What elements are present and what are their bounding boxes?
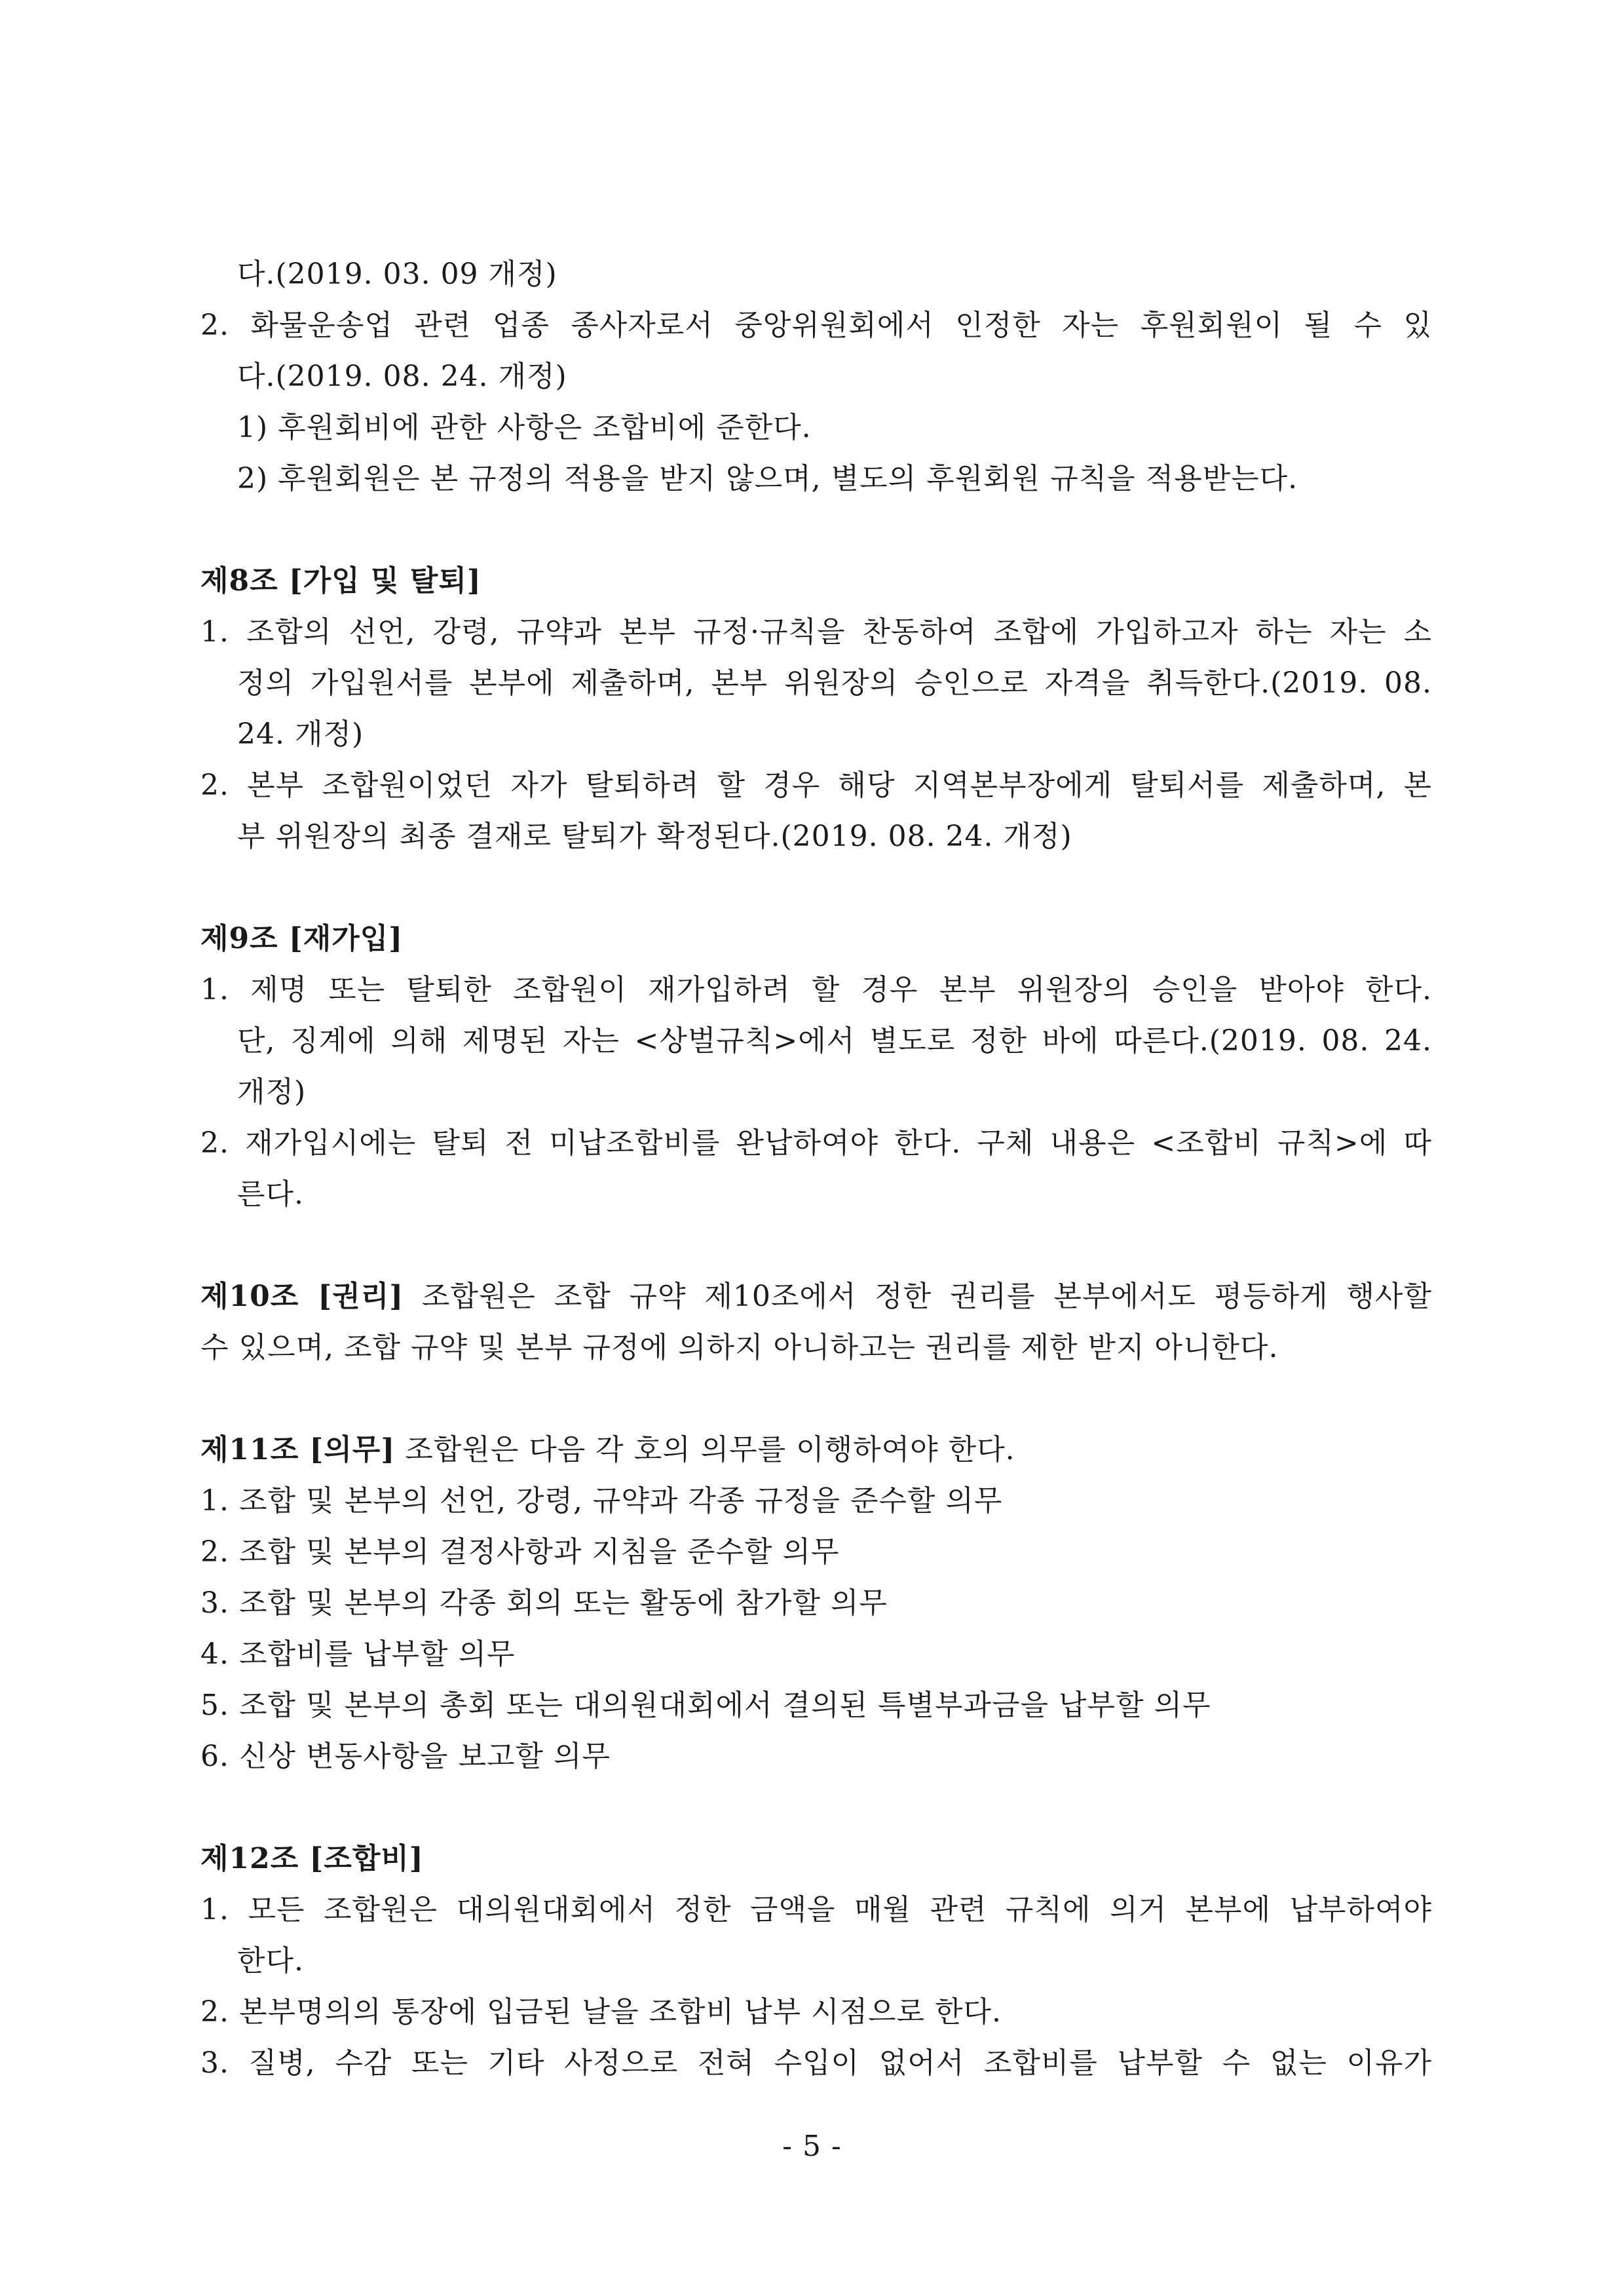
text-span: 조합원은 다음 각 호의 의무를 이행하여야 한다. — [395, 1433, 1015, 1466]
list-item: 3. 조합 및 본부의 각종 회의 또는 활동에 참가할 의무 — [200, 1586, 888, 1620]
page-number: - 5 - — [782, 2130, 842, 2163]
text-line: 2. 재가입시에는 탈퇴 전 미납조합비를 완납하여야 한다. 구체 내용은 <조합비 규칙>에 따 — [200, 1126, 1432, 1160]
text-line: 2. 본부명의의 통장에 입금된 날을 조합비 납부 시점으로 한다. — [200, 1995, 1002, 2029]
article-10-heading: 제10조 [권리] — [200, 1280, 404, 1313]
list-item: 1. 조합 및 본부의 선언, 강령, 규약과 각종 규정을 준수할 의무 — [200, 1484, 1003, 1518]
text-span: 조합원은 조합 규약 제10조에서 정한 권리를 본부에서도 평등하게 행사할 — [404, 1280, 1433, 1313]
text-line: 1. 제명 또는 탈퇴한 조합원이 재가입하려 할 경우 본부 위원장의 승인을 받아야 한다. — [200, 973, 1432, 1006]
text-line: 부 위원장의 최종 결재로 탈퇴가 확정된다.(2019. 08. 24. 개정) — [237, 820, 1072, 853]
article-11-heading: 제11조 [의무] — [200, 1433, 396, 1466]
list-item: 4. 조합비를 납부할 의무 — [200, 1637, 516, 1671]
list-item: 5. 조합 및 본부의 총회 또는 대의원대회에서 결의된 특별부과금을 납부할 의무 — [200, 1689, 1211, 1722]
article-9-heading: 제9조 [재가입] — [200, 922, 404, 955]
text-line: 2. 본부 조합원이었던 자가 탈퇴하려 할 경우 해당 지역본부장에게 탈퇴서를 제출하며, 본 — [200, 769, 1432, 802]
text-line: 1) 후원회비에 관한 사항은 조합비에 준한다. — [237, 411, 812, 444]
text-line: 2) 후원회원은 본 규정의 적용을 받지 않으며, 별도의 후원회원 규칙을 적용받는다. — [237, 462, 1298, 495]
text-line: 1. 모든 조합원은 대의원대회에서 정한 금액을 매월 관련 규칙에 의거 본부에 납부하여야 — [200, 1893, 1432, 1926]
text-line: 24. 개정) — [237, 718, 364, 751]
text-line: 른다. — [237, 1177, 304, 1211]
text-line: 3. 질병, 수감 또는 기타 사정으로 전혀 수입이 없어서 조합비를 납부할 수 없는 이유가 — [200, 2046, 1432, 2080]
list-item: 2. 조합 및 본부의 결정사항과 지침을 준수할 의무 — [200, 1535, 840, 1569]
article-10-paragraph — [200, 1271, 1432, 1322]
text-line: 정의 가입원서를 본부에 제출하며, 본부 위원장의 승인으로 자격을 취득한다.(2019. 08. — [237, 666, 1432, 700]
text-line: 수 있으며, 조합 규약 및 본부 규정에 의하지 아니하고는 권리를 제한 받지 아니한다. — [200, 1331, 1279, 1364]
document-body — [200, 249, 1432, 2089]
text-line: 다.(2019. 08. 24. 개정) — [237, 360, 567, 393]
list-item: 6. 신상 변동사항을 보고할 의무 — [200, 1740, 611, 1773]
text-line: 1. 조합의 선언, 강령, 규약과 본부 규정·규칙을 찬동하여 조합에 가입하고자 하는 자는 소 — [200, 615, 1432, 649]
article-12-heading: 제12조 [조합비] — [200, 1842, 424, 1875]
text-line: 한다. — [237, 1944, 304, 1978]
article-11-intro — [200, 1425, 1432, 1476]
text-line: 다.(2019. 03. 09 개정) — [237, 258, 557, 291]
text-line: 단, 징계에 의해 제명된 자는 <상벌규칙>에서 별도로 정한 바에 따른다.(2019. 08. 24. — [237, 1024, 1432, 1058]
text-line: 개정) — [237, 1075, 307, 1109]
article-8-heading: 제8조 [가입 및 탈퇴] — [200, 564, 482, 598]
text-line: 2. 화물운송업 관련 업종 종사자로서 중앙위원회에서 인정한 자는 후원회원이 될 수 있 — [200, 309, 1432, 342]
